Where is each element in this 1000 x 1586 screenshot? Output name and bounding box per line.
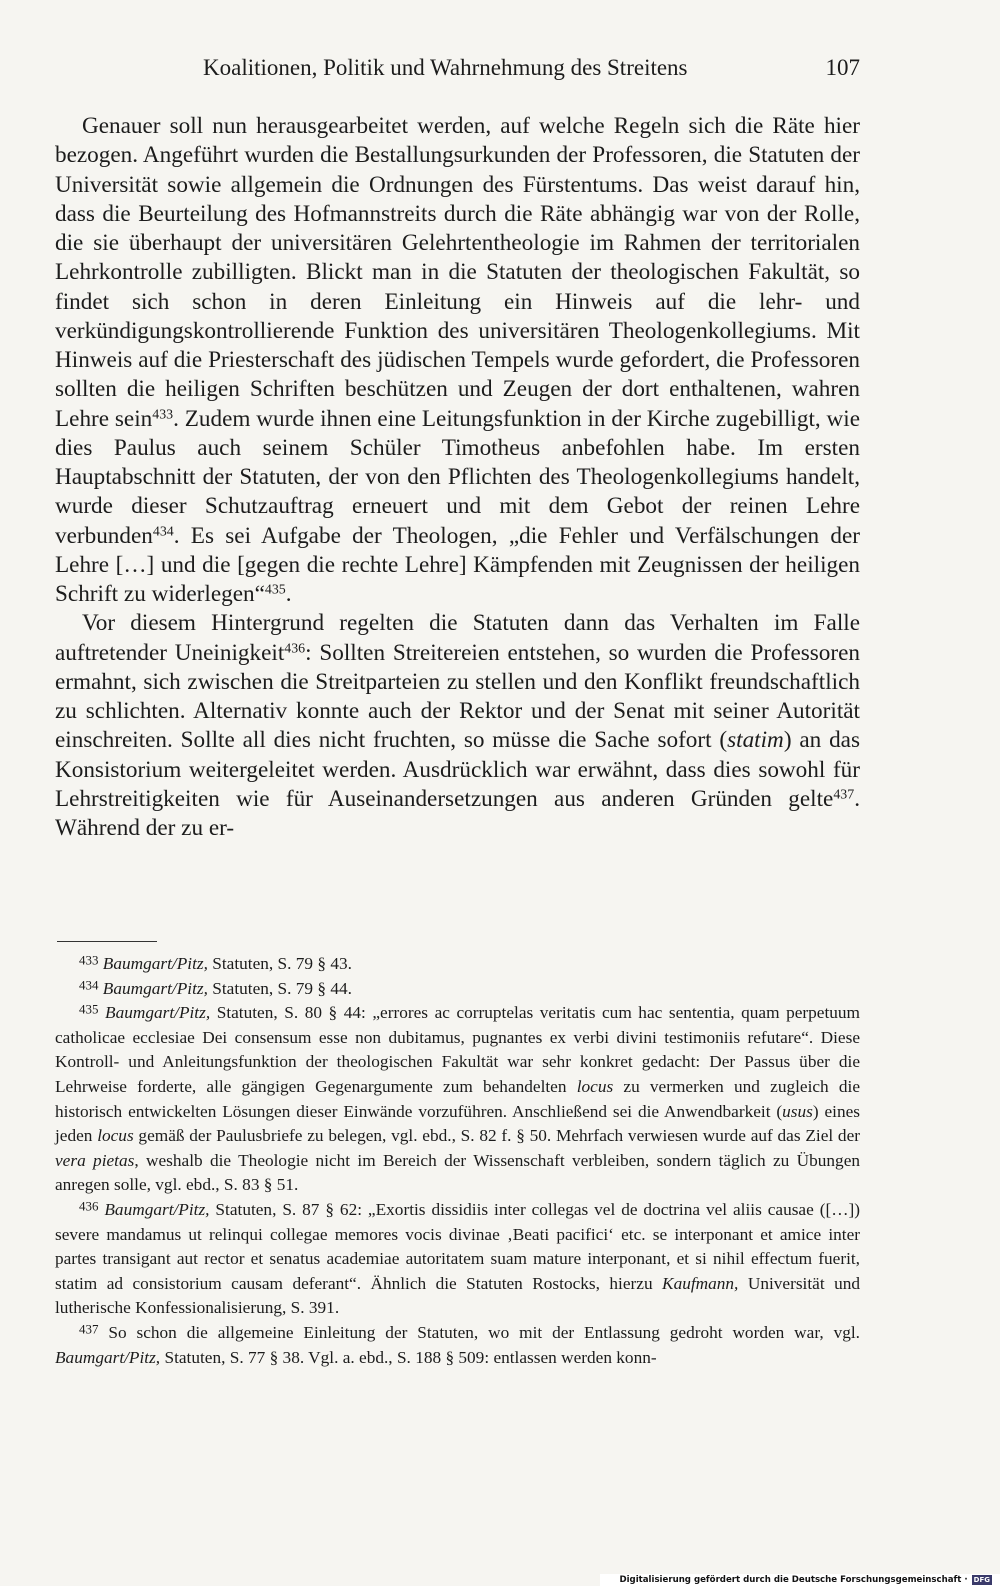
footnote-text: , weshalb die Theologie nicht im Bereich der Wissenschaft verbleiben, sondern täglich zu Übungen anregen solle, vgl. ebd., S. 83 § 51. <box>55 1150 861 1195</box>
text-run: ) an das Konsistorium weitergeleitet werden. Ausdrücklich war erwähnt, dass dies sowohl für Lehrstreitigkeiten wie für Auseinandersetzungen aus anderen Gründen gelte <box>55 727 860 812</box>
italic-term: Baumgart/Pitz, <box>55 1347 161 1367</box>
footnote-433 <box>55 952 860 977</box>
digitization-credit <box>619 1574 992 1586</box>
italic-term: usus <box>782 1101 813 1121</box>
credit-text: Digitalisierung gefördert durch die Deutsche Forschungsgemeinschaft · <box>619 1575 968 1585</box>
text-run: . Zudem wurde ihnen eine Leitungsfunktion in der Kirche zugebilligt, wie dies Paulus auch seinem Schüler Timotheus anbefohlen habe. Im ersten Hauptabschnitt der Statuten, der von den Pflichten des Theologenkollegiums handelt, wurde dieser Schutzauftrag erneuert und mit dem Gebot der reinen Lehre verbunden <box>55 405 860 549</box>
main-text <box>55 112 860 843</box>
footnote-author: Baumgart/Pitz, <box>104 1199 210 1219</box>
text-run: . <box>285 581 292 607</box>
italic-term: vera pietas <box>55 1150 135 1170</box>
footnote-text: Statuten, S. 79 § 44. <box>207 978 352 998</box>
footnote-ref-434[interactable]: 434 <box>152 523 174 539</box>
text-run: Vor diesem Hintergrund regelten die Statuten dann das Verhalten im Falle auftretender Uneinigkeit <box>55 610 860 666</box>
footnote-author: Baumgart/Pitz, <box>102 954 208 973</box>
paragraph-1 <box>55 112 860 609</box>
footnote-author: Baumgart/Pitz, <box>105 1003 211 1023</box>
running-header <box>55 52 860 84</box>
footnote-text: Statuten, S. 77 § 38. Vgl. a. ebd., S. 188 § 509: entlassen werden konn- <box>160 1347 657 1367</box>
text-run: . Es sei Aufgabe der Theologen, „die Fehler und Verfälschungen der Lehre […] und die [gegen die rechte Lehre] Kämpfenden mit Zeugnissen der heiligen Schrift zu widerlegen“ <box>55 522 860 607</box>
footnote-text: zu vermerken und zugleich die historisch entwickelten Lösungen dieser Einwände vorzuführen. Anschließend sei die Anwendbarkeit ( <box>55 1076 860 1121</box>
footnote-author: Baumgart/Pitz, <box>102 978 208 998</box>
footnote-number: 433 <box>79 952 99 968</box>
footnote-text: So schon die allgemeine Einleitung der Statuten, wo mit der Entlassung gedroht worden war, vgl. <box>98 1322 860 1342</box>
footnote-437 <box>55 1321 860 1370</box>
footnote-text: Statuten, S. 79 § 43. <box>207 954 352 973</box>
footnote-434 <box>55 977 860 1002</box>
italic-term: statim <box>727 727 784 754</box>
footnote-ref-435[interactable]: 435 <box>264 582 286 598</box>
dfg-logo-icon: DFG <box>973 1575 990 1584</box>
footnotes <box>55 952 860 1370</box>
footnote-435 <box>55 1001 860 1198</box>
footnote-text: Universität und lutherische Konfessionalisierung, S. 391. <box>55 1273 860 1318</box>
footnote-number: 437 <box>79 1321 99 1337</box>
italic-term: locus <box>576 1076 614 1096</box>
footnote-number: 435 <box>79 1001 99 1017</box>
footnote-ref-436[interactable]: 436 <box>284 640 306 656</box>
footnote-number: 434 <box>79 977 99 993</box>
footnote-ref-433[interactable]: 433 <box>152 406 174 422</box>
running-title: Koalitionen, Politik und Wahrnehmung des Streitens <box>203 55 688 80</box>
footnote-number: 436 <box>79 1198 99 1214</box>
footnote-text: Statuten, S. 80 § 44: „errores ac corruptelas veritatis cum hac sententia, quam perpetuum catholicae ecclesiae Dei consensum esse non dubitamus, pugnantes ex verbi divini testimoniis refutare“. Diese Kontroll- und Anleitungsfunktion der theologischen Fakultät war sehr konkret gedacht: Der Passus über die Lehrweise forderte, alle gängigen Gegenargumente zum behandelten <box>55 1003 860 1096</box>
footnote-text: ) eines jeden <box>55 1101 861 1146</box>
text-run: . Während der zu er- <box>55 785 860 841</box>
italic-term: locus <box>97 1126 134 1146</box>
footnote-text: Statuten, S. 87 § 62: „Exortis dissidiis inter collegas vel de doctrina vel aliis causae ([…]) severe mandamus ut relinqui collegae memores vocis divinae ‚Beati pacifici‘ etc. se interponant et amice inter partes transigant aut rector et senatus academiae autoritatem suam mature interponant, et si nihil effectum fuerit, statim ad consistorium causam deferant“. Ähnlich die Statuten Rostocks, hierzu <box>55 1199 860 1293</box>
paragraph-2 <box>55 609 860 843</box>
italic-term: Kaufmann, <box>662 1273 739 1293</box>
text-run: Genauer soll nun herausgearbeitet werden, auf welche Regeln sich die Räte hier bezogen. Angeführt wurden die Bestallungsurkunden der Professoren, die Statuten der Universität sowie allgemein die Ordnungen des Fürstentums. Das weist darauf hin, dass die Beurteilung des Hofmannstreits durch die Räte abhängig war von der Rolle, die sie überhaupt der universitären Gelehrtentheologie im Rahmen der territorialen Lehrkontrolle zubilligten. Blickt man in die Statuten der theologischen Fakultät, so findet sich schon in deren Einleitung ein Hinweis auf die lehr- und verkündigungskontrollierende Funktion des universitären Theologenkollegiums. Mit Hinweis auf die Priesterschaft des jüdischen Tempels wurde gefordert, die Professoren sollten die heiligen Schriften beschützen und Zeugen der dort enthaltenen, wahren Lehre sein <box>55 113 860 432</box>
page-number: 107 <box>825 55 860 80</box>
text-run: : Sollten Streitereien entstehen, so wurden die Professoren ermahnt, sich zwischen die Streitparteien zu stellen und den Konflikt freundschaftlich zu schlichten. Alternativ konnte auch der Rektor und der Senat mit seiner Autorität einschreiten. Sollte all dies nicht fruchten, so müsse die Sache sofort ( <box>55 639 860 754</box>
footnote-436 <box>55 1198 860 1321</box>
footnote-ref-437[interactable]: 437 <box>833 787 855 803</box>
footnote-separator <box>57 941 157 942</box>
footnote-text: gemäß der Paulusbriefe zu belegen, vgl. ebd., S. 82 f. § 50. Mehrfach verwiesen wurde auf das Ziel der <box>133 1126 860 1146</box>
